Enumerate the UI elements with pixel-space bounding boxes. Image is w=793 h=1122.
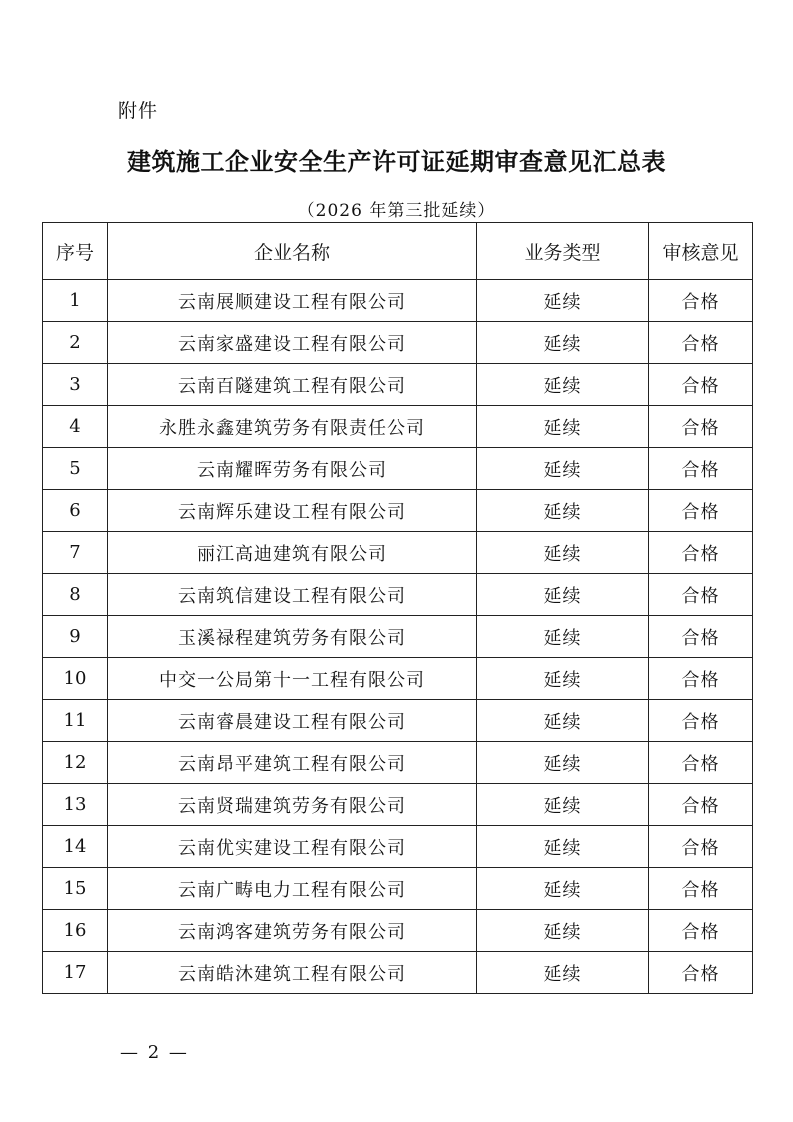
cell-company-name: 中交一公局第十一工程有限公司 <box>108 658 477 700</box>
table-row <box>43 574 753 616</box>
cell-company-name: 云南贤瑞建筑劳务有限公司 <box>108 784 477 826</box>
cell-business-type: 延续 <box>477 574 649 616</box>
table-body <box>43 280 753 994</box>
cell-serial-number: 4 <box>43 406 108 448</box>
cell-serial-number: 12 <box>43 742 108 784</box>
cell-review-opinion: 合格 <box>649 364 753 406</box>
cell-company-name: 云南广畴电力工程有限公司 <box>108 868 477 910</box>
table-row <box>43 910 753 952</box>
cell-serial-number: 6 <box>43 490 108 532</box>
cell-business-type: 延续 <box>477 700 649 742</box>
cell-company-name: 云南耀晖劳务有限公司 <box>108 448 477 490</box>
cell-serial-number: 8 <box>43 574 108 616</box>
cell-company-name: 云南鸿客建筑劳务有限公司 <box>108 910 477 952</box>
page-number: — 2 — <box>120 1042 189 1063</box>
cell-company-name: 云南筑信建设工程有限公司 <box>108 574 477 616</box>
table-row <box>43 532 753 574</box>
cell-business-type: 延续 <box>477 532 649 574</box>
cell-serial-number: 9 <box>43 616 108 658</box>
table-row <box>43 952 753 994</box>
table-row <box>43 868 753 910</box>
cell-serial-number: 11 <box>43 700 108 742</box>
cell-business-type: 延续 <box>477 490 649 532</box>
cell-review-opinion: 合格 <box>649 952 753 994</box>
cell-review-opinion: 合格 <box>649 742 753 784</box>
header-serial-number: 序号 <box>43 223 108 280</box>
cell-serial-number: 14 <box>43 826 108 868</box>
cell-review-opinion: 合格 <box>649 616 753 658</box>
table-row <box>43 826 753 868</box>
table-row <box>43 322 753 364</box>
table-row <box>43 490 753 532</box>
cell-company-name: 云南展顺建设工程有限公司 <box>108 280 477 322</box>
cell-serial-number: 17 <box>43 952 108 994</box>
cell-company-name: 云南睿晨建设工程有限公司 <box>108 700 477 742</box>
table-row <box>43 448 753 490</box>
document-title: 建筑施工企业安全生产许可证延期审查意见汇总表 <box>127 148 666 176</box>
table-row <box>43 364 753 406</box>
cell-company-name: 丽江高迪建筑有限公司 <box>108 532 477 574</box>
cell-review-opinion: 合格 <box>649 406 753 448</box>
table-row <box>43 700 753 742</box>
cell-company-name: 永胜永鑫建筑劳务有限责任公司 <box>108 406 477 448</box>
cell-company-name: 云南辉乐建设工程有限公司 <box>108 490 477 532</box>
cell-review-opinion: 合格 <box>649 784 753 826</box>
cell-business-type: 延续 <box>477 784 649 826</box>
table-row <box>43 784 753 826</box>
attachment-label: 附件 <box>118 100 159 122</box>
review-summary-table <box>42 222 753 994</box>
cell-serial-number: 3 <box>43 364 108 406</box>
table-header-row <box>43 223 753 280</box>
table-row <box>43 658 753 700</box>
cell-serial-number: 15 <box>43 868 108 910</box>
cell-review-opinion: 合格 <box>649 532 753 574</box>
cell-review-opinion: 合格 <box>649 490 753 532</box>
cell-business-type: 延续 <box>477 826 649 868</box>
cell-review-opinion: 合格 <box>649 322 753 364</box>
cell-review-opinion: 合格 <box>649 448 753 490</box>
cell-review-opinion: 合格 <box>649 700 753 742</box>
cell-serial-number: 10 <box>43 658 108 700</box>
cell-company-name: 玉溪禄程建筑劳务有限公司 <box>108 616 477 658</box>
table-row <box>43 742 753 784</box>
cell-company-name: 云南皓沐建筑工程有限公司 <box>108 952 477 994</box>
header-company-name: 企业名称 <box>108 223 477 280</box>
cell-review-opinion: 合格 <box>649 280 753 322</box>
cell-business-type: 延续 <box>477 658 649 700</box>
cell-business-type: 延续 <box>477 448 649 490</box>
cell-serial-number: 16 <box>43 910 108 952</box>
cell-business-type: 延续 <box>477 364 649 406</box>
cell-business-type: 延续 <box>477 322 649 364</box>
cell-review-opinion: 合格 <box>649 910 753 952</box>
cell-business-type: 延续 <box>477 742 649 784</box>
cell-review-opinion: 合格 <box>649 826 753 868</box>
document-subtitle: （2026 年第三批延续） <box>297 201 496 221</box>
cell-company-name: 云南家盛建设工程有限公司 <box>108 322 477 364</box>
header-review-opinion: 审核意见 <box>649 223 753 280</box>
cell-business-type: 延续 <box>477 616 649 658</box>
cell-business-type: 延续 <box>477 952 649 994</box>
table-row <box>43 616 753 658</box>
table-row <box>43 406 753 448</box>
cell-company-name: 云南优实建设工程有限公司 <box>108 826 477 868</box>
header-business-type: 业务类型 <box>477 223 649 280</box>
table-row <box>43 280 753 322</box>
cell-business-type: 延续 <box>477 910 649 952</box>
cell-review-opinion: 合格 <box>649 868 753 910</box>
cell-business-type: 延续 <box>477 868 649 910</box>
cell-business-type: 延续 <box>477 406 649 448</box>
cell-company-name: 云南百隧建筑工程有限公司 <box>108 364 477 406</box>
cell-serial-number: 5 <box>43 448 108 490</box>
cell-serial-number: 7 <box>43 532 108 574</box>
cell-review-opinion: 合格 <box>649 658 753 700</box>
cell-serial-number: 2 <box>43 322 108 364</box>
cell-review-opinion: 合格 <box>649 574 753 616</box>
cell-business-type: 延续 <box>477 280 649 322</box>
cell-serial-number: 1 <box>43 280 108 322</box>
cell-company-name: 云南昂平建筑工程有限公司 <box>108 742 477 784</box>
cell-serial-number: 13 <box>43 784 108 826</box>
